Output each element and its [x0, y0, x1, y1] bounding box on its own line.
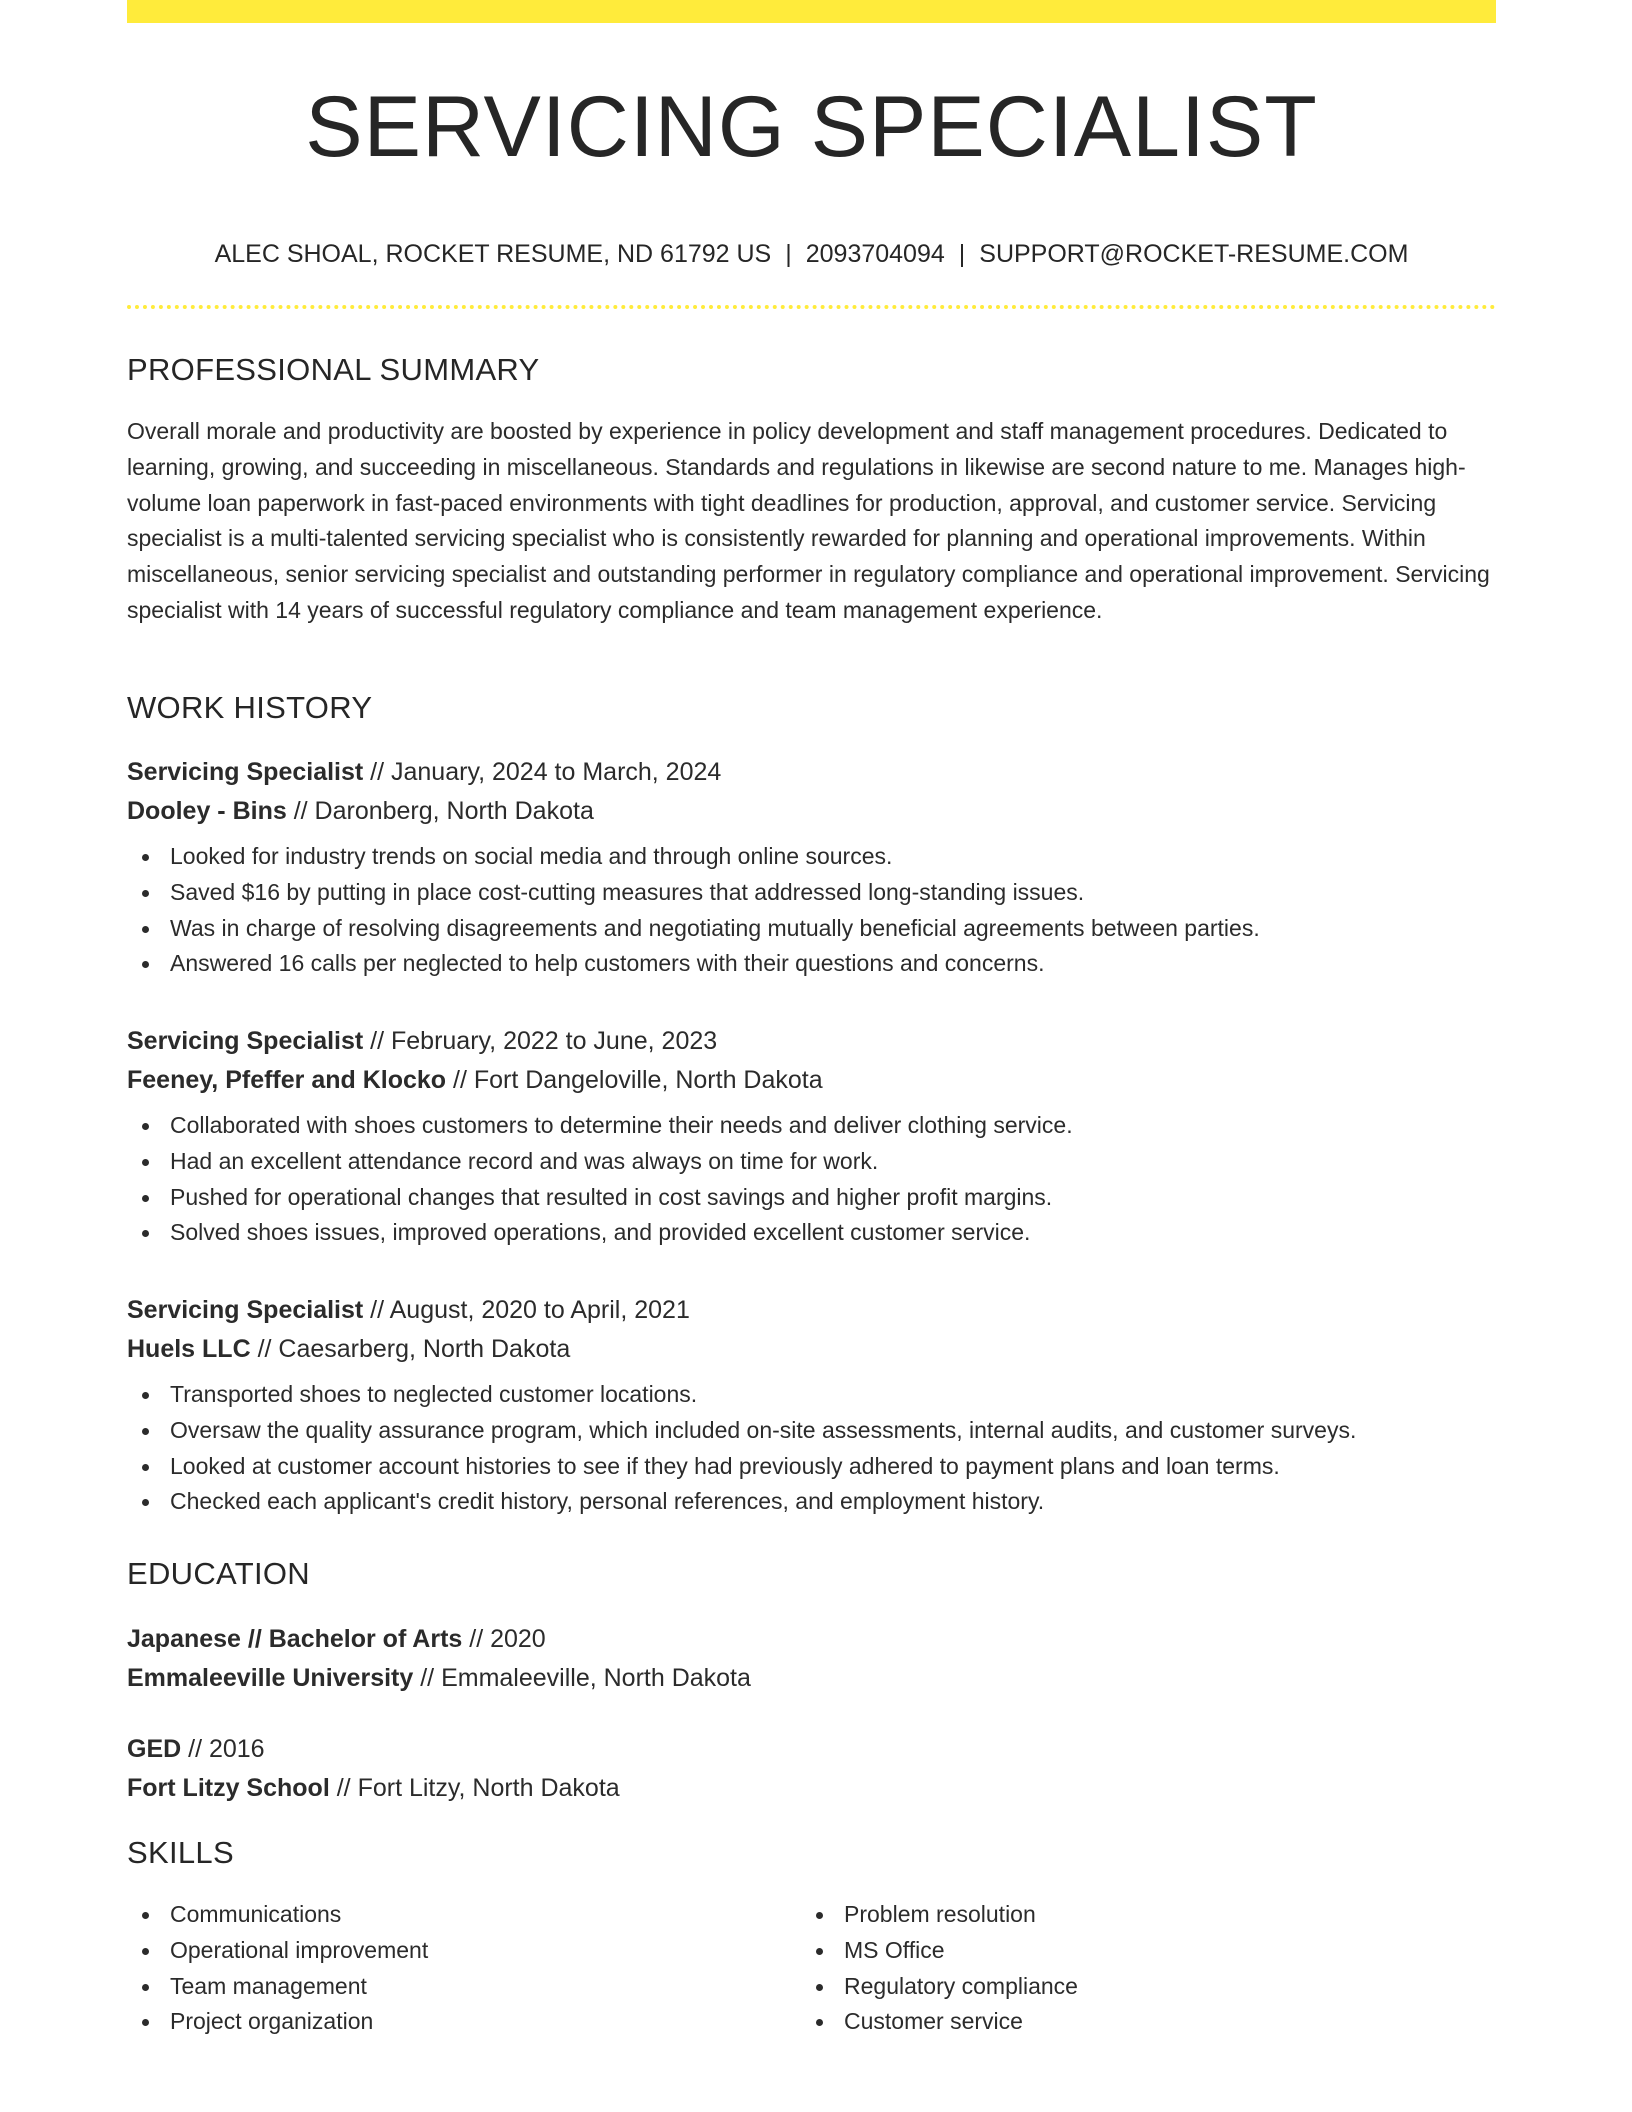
- education-degree: Japanese // Bachelor of Arts: [127, 1625, 463, 1653]
- contact-separator: |: [785, 240, 792, 268]
- job-dates: // January, 2024 to March, 2024: [363, 758, 722, 786]
- job-bullets: [127, 839, 1496, 982]
- contact-address: ALEC SHOAL, ROCKET RESUME, ND 61792 US: [214, 240, 772, 268]
- education-degree: GED: [127, 1735, 182, 1763]
- job-company-line: [127, 792, 1496, 831]
- job-company: Dooley - Bins: [127, 797, 287, 825]
- job-bullet: Answered 16 calls per neglected to help customers with their questions and concerns.: [127, 946, 1496, 982]
- job-bullet: Oversaw the quality assurance program, which included on-site assessments, internal audits, and customer surveys.: [127, 1413, 1496, 1449]
- skills-column-left: [127, 1897, 801, 2040]
- job-company: Huels LLC: [127, 1335, 251, 1363]
- skill-item: Team management: [127, 1969, 801, 2005]
- education-school-line: [127, 1769, 1496, 1808]
- job-title-line: [127, 1022, 1496, 1061]
- job-location: // Daronberg, North Dakota: [286, 797, 594, 825]
- job-title-line: [127, 753, 1496, 792]
- education-entry: [127, 1620, 1496, 1698]
- contact-email: SUPPORT@ROCKET-RESUME.COM: [979, 240, 1409, 268]
- education-year: // 2016: [181, 1735, 265, 1763]
- job-company-line: [127, 1330, 1496, 1369]
- job-bullet: Pushed for operational changes that resulted in cost savings and higher profit margins.: [127, 1180, 1496, 1216]
- skills-heading: SKILLS: [127, 1835, 234, 1870]
- dotted-divider: [127, 305, 1496, 309]
- job-location: // Fort Dangeloville, North Dakota: [446, 1066, 823, 1094]
- contact-phone: 2093704094: [805, 240, 945, 268]
- skill-item: MS Office: [801, 1933, 1475, 1969]
- education-entry: [127, 1730, 1496, 1808]
- job-location: // Caesarberg, North Dakota: [250, 1335, 571, 1363]
- skill-item: Operational improvement: [127, 1933, 801, 1969]
- job-company-line: [127, 1061, 1496, 1100]
- job-bullet: Transported shoes to neglected customer locations.: [127, 1377, 1496, 1413]
- job-bullet: Saved $16 by putting in place cost-cutting measures that addressed long-standing issues.: [127, 875, 1496, 911]
- job-bullet: Solved shoes issues, improved operations, and provided excellent customer service.: [127, 1215, 1496, 1251]
- resume-title: SERVICING SPECIALIST: [305, 79, 1318, 175]
- summary-text: Overall morale and productivity are boosted by experience in policy development and staff management procedures. Dedicated to learning, growing, and succeeding in miscellaneous. Standards and regulations in likewise are second nature to me. Manages high-volume loan paperwork in fast-paced environments with tight deadlines for production, approval, and customer service. Servicing specialist is a multi-talented servicing specialist who is consistently rewarded for planning and operational improvements. Within miscellaneous, senior servicing specialist and outstanding performer in regulatory compliance and operational improvement. Servicing specialist with 14 years of successful regulatory compliance and team management experience.: [127, 418, 1490, 623]
- education-location: // Fort Litzy, North Dakota: [329, 1774, 620, 1802]
- job-dates: // February, 2022 to June, 2023: [363, 1027, 718, 1055]
- education-school-line: [127, 1659, 1496, 1698]
- education-location: // Emmaleeville, North Dakota: [413, 1664, 751, 1692]
- job-bullet: Had an excellent attendance record and was always on time for work.: [127, 1144, 1496, 1180]
- skill-item: Project organization: [127, 2004, 801, 2040]
- education-year: // 2020: [462, 1625, 546, 1653]
- job-title: Servicing Specialist: [127, 1027, 364, 1055]
- job-bullet: Collaborated with shoes customers to determine their needs and deliver clothing service.: [127, 1108, 1496, 1144]
- skills-list: [127, 1897, 1496, 2040]
- job-bullets: [127, 1377, 1496, 1520]
- job-entry: [127, 1022, 1496, 1251]
- skill-item: Problem resolution: [801, 1897, 1475, 1933]
- summary-heading: PROFESSIONAL SUMMARY: [127, 352, 540, 387]
- contact-separator: |: [958, 240, 966, 268]
- education-degree-line: [127, 1730, 1496, 1769]
- education-heading: EDUCATION: [127, 1556, 310, 1591]
- job-title-line: [127, 1291, 1496, 1330]
- education-school: Emmaleeville University: [127, 1664, 414, 1692]
- contact-line: [127, 236, 1496, 272]
- job-dates: // August, 2020 to April, 2021: [363, 1296, 690, 1324]
- work-history-heading: WORK HISTORY: [127, 690, 373, 725]
- education-degree-line: [127, 1620, 1496, 1659]
- skill-item: Customer service: [801, 2004, 1475, 2040]
- job-title: Servicing Specialist: [127, 758, 364, 786]
- accent-top-bar: [127, 0, 1496, 23]
- job-entry: [127, 753, 1496, 982]
- job-title: Servicing Specialist: [127, 1296, 364, 1324]
- education-school: Fort Litzy School: [127, 1774, 330, 1802]
- job-bullet: Looked at customer account histories to see if they had previously adhered to payment plans and loan terms.: [127, 1449, 1496, 1485]
- skill-item: Regulatory compliance: [801, 1969, 1475, 2005]
- job-company: Feeney, Pfeffer and Klocko: [127, 1066, 447, 1094]
- job-bullet: Was in charge of resolving disagreements and negotiating mutually beneficial agreements between parties.: [127, 911, 1496, 947]
- job-entry: [127, 1291, 1496, 1520]
- job-bullets: [127, 1108, 1496, 1251]
- job-bullet: Looked for industry trends on social media and through online sources.: [127, 839, 1496, 875]
- skill-item: Communications: [127, 1897, 801, 1933]
- job-bullet: Checked each applicant's credit history, personal references, and employment history.: [127, 1484, 1496, 1520]
- skills-column-right: [801, 1897, 1475, 2040]
